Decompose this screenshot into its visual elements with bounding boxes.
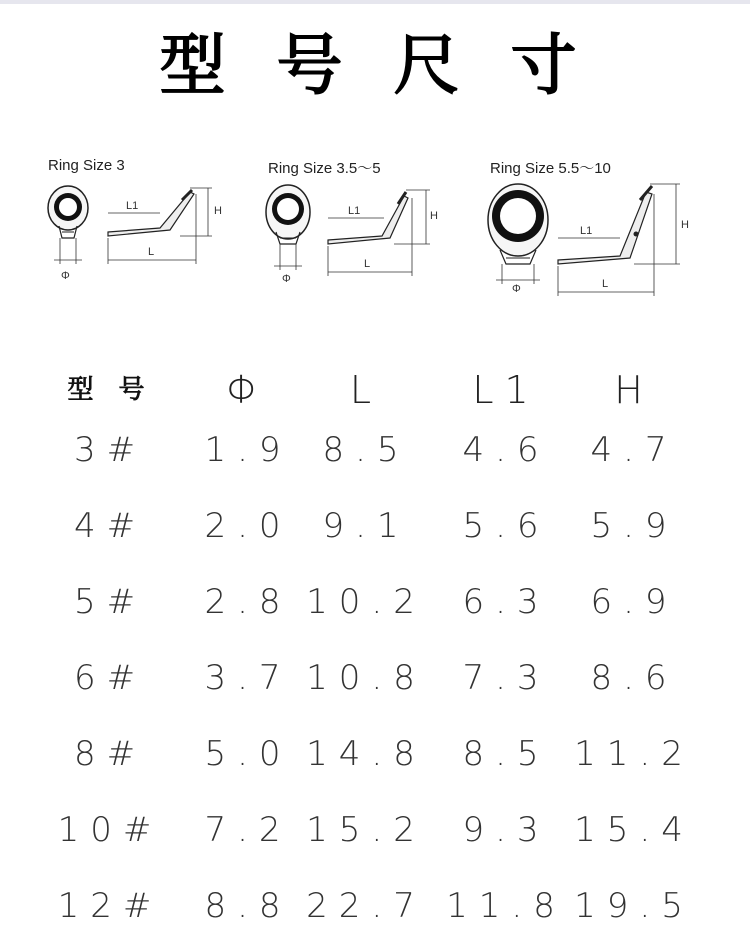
ring-guide-diagram-large	[484, 180, 704, 305]
l1-cell: 7.3	[462, 658, 550, 698]
phi-cell: 1.9	[204, 430, 292, 470]
diagram-label-ring-size-3-5-5: Ring Size 3.5〜5	[268, 160, 381, 177]
phi-cell: 2.8	[204, 582, 292, 622]
model-cell: 4#	[73, 506, 147, 546]
model-cell: 5#	[73, 582, 147, 622]
phi-label: Φ	[282, 273, 291, 285]
header-phi: Φ	[226, 368, 270, 412]
diagram-label-ring-size-3: Ring Size 3	[48, 157, 125, 174]
h-cell: 15.4	[574, 810, 694, 850]
page-title: 型 号 尺 寸	[159, 27, 591, 104]
h-cell: 6.9	[590, 582, 678, 622]
model-cell: 10#	[57, 810, 163, 850]
table-row	[0, 876, 750, 936]
model-cell: 3#	[73, 430, 147, 470]
model-cell: 12#	[57, 886, 163, 926]
header-model: 型 号	[67, 375, 153, 405]
l1-cell: 9.3	[462, 810, 550, 850]
phi-cell: 7.2	[204, 810, 292, 850]
l-label: L	[148, 246, 155, 258]
phi-cell: 2.0	[204, 506, 292, 546]
table-header-row	[0, 360, 750, 420]
diagram-label-ring-size-5-5-10: Ring Size 5.5〜10	[490, 160, 611, 177]
l1-label: L1	[126, 200, 139, 212]
model-cell: 6#	[73, 658, 147, 698]
l-label: L	[602, 278, 609, 290]
l-label: L	[364, 258, 371, 270]
l-cell: 9.1	[322, 506, 410, 546]
l-cell: 14.8	[306, 734, 426, 774]
model-cell: 8#	[73, 734, 147, 774]
phi-cell: 5.0	[204, 734, 292, 774]
phi-cell: 8.8	[204, 886, 292, 926]
l-cell: 10.8	[306, 658, 426, 698]
table-row	[0, 496, 750, 556]
header-h: H	[614, 368, 654, 412]
h-cell: 8.6	[590, 658, 678, 698]
h-label: H	[681, 219, 689, 231]
l1-cell: 5.6	[462, 506, 550, 546]
l1-label: L1	[348, 205, 361, 217]
h-cell: 11.2	[574, 734, 694, 774]
h-label: H	[214, 205, 222, 217]
l-cell: 22.7	[306, 886, 426, 926]
l-cell: 10.2	[306, 582, 426, 622]
top-strip	[0, 0, 750, 4]
table-row	[0, 724, 750, 784]
h-cell: 5.9	[590, 506, 678, 546]
h-cell: 19.5	[574, 886, 694, 926]
phi-cell: 3.7	[204, 658, 292, 698]
h-label: H	[430, 210, 438, 222]
table-row	[0, 800, 750, 860]
l1-cell: 8.5	[462, 734, 550, 774]
header-l: L	[349, 368, 383, 412]
phi-label: Φ	[512, 283, 521, 295]
table-row	[0, 572, 750, 632]
l1-cell: 6.3	[462, 582, 550, 622]
phi-label: Φ	[61, 270, 70, 282]
l-cell: 8.5	[322, 430, 410, 470]
ring-guide-diagram-small	[40, 180, 222, 290]
ring-guide-diagram-medium	[262, 182, 452, 287]
l-cell: 15.2	[306, 810, 426, 850]
l1-label: L1	[580, 225, 593, 237]
l1-cell: 4.6	[462, 430, 550, 470]
l1-cell: 11.8	[446, 886, 566, 926]
table-row	[0, 648, 750, 708]
table-row	[0, 420, 750, 480]
h-cell: 4.7	[590, 430, 678, 470]
header-l1: L1	[472, 368, 540, 412]
